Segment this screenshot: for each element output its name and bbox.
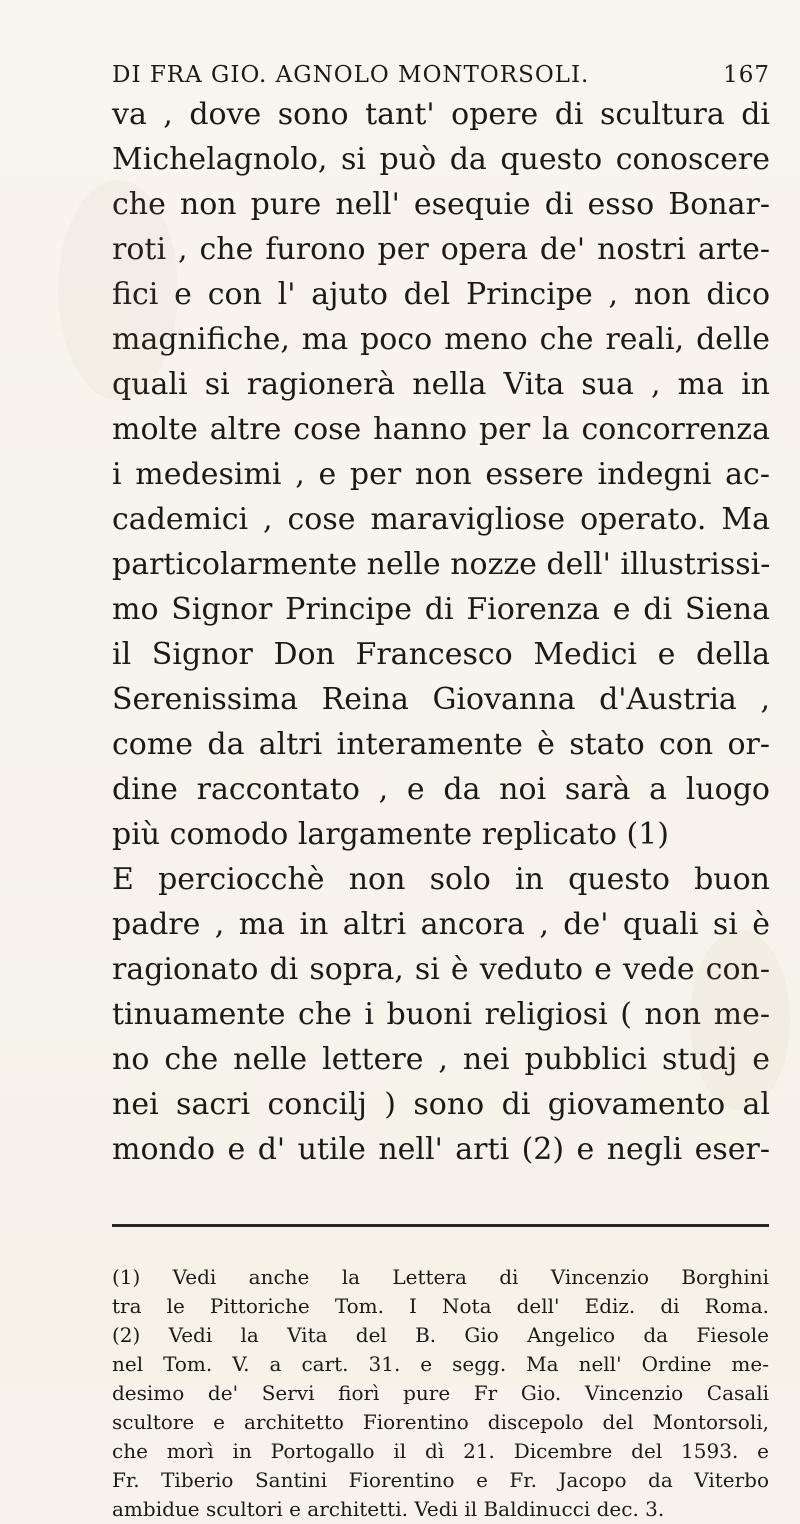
text-line: magnifiche, ma poco meno che reali, delle [112,322,770,357]
footnotes [112,1263,769,1524]
text-line: E perciocchè non solo in questo buon [112,862,770,897]
page-number: 167 [723,62,770,88]
text-line: padre , ma in altri ancora , de' quali si è [112,907,770,942]
footnote-line: Fr. Tiberio Santini Fiorentino e Fr. Jacopo da Viterbo [112,1468,769,1492]
text-line: più comodo largamente replicato (1) [112,817,669,852]
text-line: molte altre cose hanno per la concorrenza [112,412,770,447]
footnote-line: scultore e architetto Fiorentino discepolo del Montorsoli, [112,1410,769,1434]
footnote-line: ambidue scultori e architetti. Vedi il Baldinucci dec. 3. [112,1497,665,1521]
text-line: fici e con l' ajuto del Principe , non dico [112,277,770,312]
text-line: mo Signor Principe di Fiorenza e di Siena [112,592,770,627]
text-line: tinuamente che i buoni religiosi ( non me- [112,997,770,1032]
main-text [112,92,770,1172]
footnote-line: nel Tom. V. a cart. 31. e segg. Ma nell' Ordine me- [112,1352,769,1376]
running-title: DI FRA GIO. AGNOLO MONTORSOLI. [112,62,590,88]
text-line: ragionato di sopra, si è veduto e vede con- [112,952,770,987]
text-line: Serenissima Reina Giovanna d'Austria , [112,682,770,717]
text-line: nei sacri concilj ) sono di giovamento al [112,1087,770,1122]
text-line: roti , che furono per opera de' nostri arte- [112,232,770,267]
footnote-divider [112,1224,769,1227]
text-line: no che nelle lettere , nei pubblici studj e [112,1042,770,1077]
text-line: come da altri interamente è stato con or- [112,727,770,762]
footnote-line: che morì in Portogallo il dì 21. Dicembre del 1593. e [112,1439,769,1463]
text-line: che non pure nell' esequie di esso Bonar- [112,187,770,222]
footnote-line: tra le Pittoriche Tom. I Nota dell' Ediz. di Roma. [112,1294,769,1318]
text-line: Michelagnolo, si può da questo conoscere [112,142,770,177]
text-line: dine raccontato , e da noi sarà a luogo [112,772,770,807]
text-line: i medesimi , e per non essere indegni ac- [112,457,770,492]
text-line: quali si ragionerà nella Vita sua , ma in [112,367,770,402]
text-line: va , dove sono tant' opere di scultura di [112,97,770,132]
footnote-line: (1) Vedi anche la Lettera di Vincenzio Borghini [112,1265,769,1289]
footnote-line: (2) Vedi la Vita del B. Gio Angelico da Fiesole [112,1323,769,1347]
text-line: mondo e d' utile nell' arti (2) e negli eser- [112,1132,770,1167]
text-line: particolarmente nelle nozze dell' illustrissi- [112,547,771,582]
text-line: il Signor Don Francesco Medici e della [112,637,770,672]
text-line: cademici , cose maravigliose operato. Ma [112,502,770,537]
running-head [112,62,770,88]
footnote-line: desimo de' Servi fiorì pure Fr Gio. Vincenzio Casali [112,1381,769,1405]
